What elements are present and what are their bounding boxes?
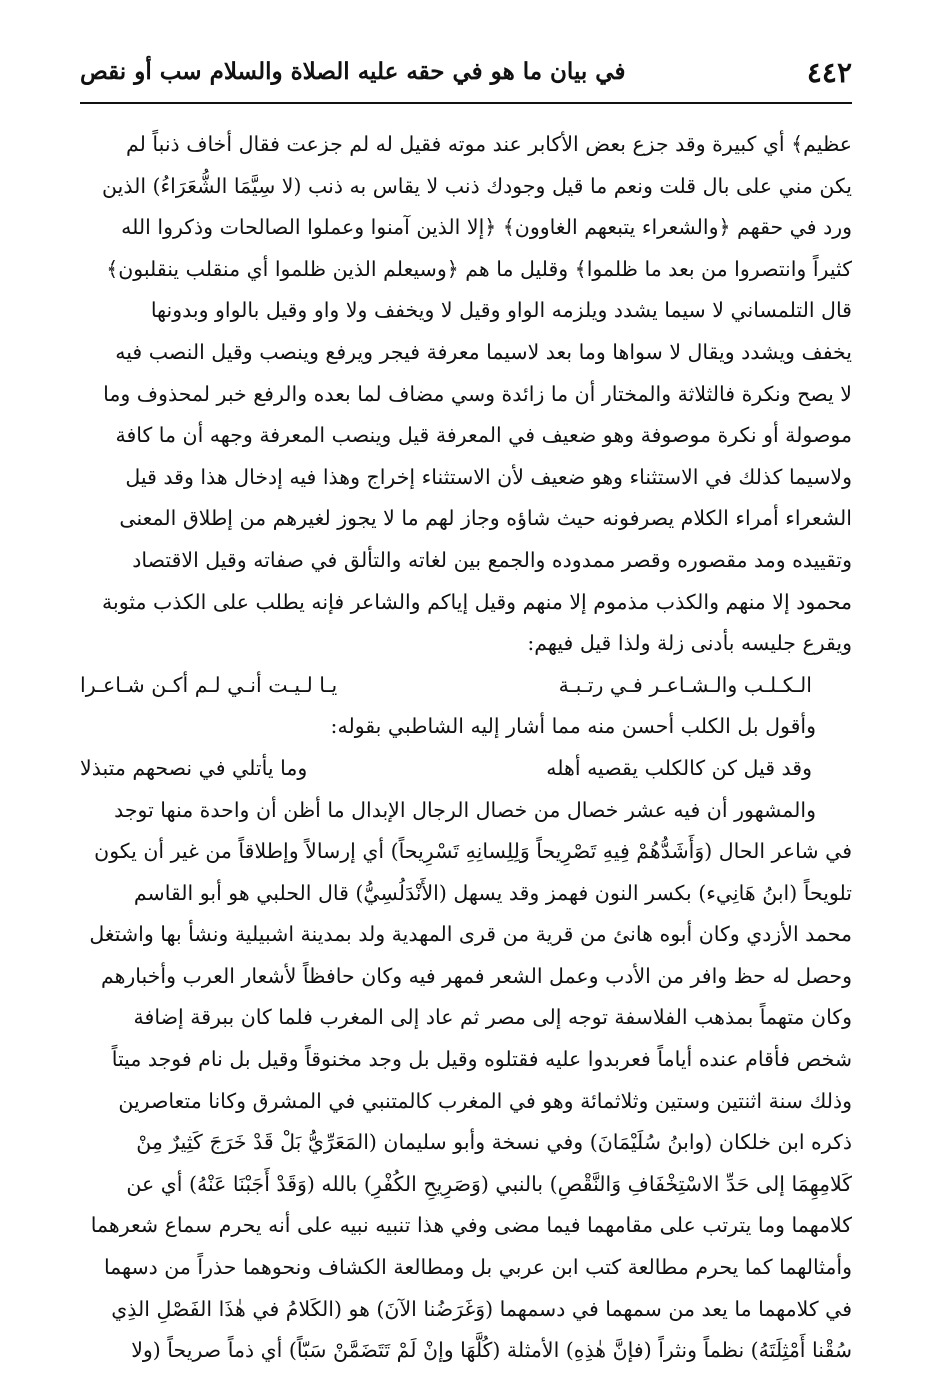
text-line: ولاسيما كذلك في الاستثناء وهو ضعيف لأن الاستثناء إخراج وهذا فيه إدخال هذا وقد قيل (125, 464, 852, 489)
header-divider (80, 102, 852, 104)
text-line: في كلامهما ما يعد من سمهما في دسمهما (وَغَرَضُنا الآنَ) هو (الكَلامُ في هٰذَا الفَصْلِ الذِي (111, 1296, 852, 1321)
verse-line (80, 665, 852, 707)
text-line: كثيراً وانتصروا من بعد ما ظلموا﴾ وقليل ما هم ﴿وسيعلم الذين ظلموا أي منقلب ينقلبون﴾ (106, 256, 852, 281)
text-line: كلامهما وما يترتب على مقامهما فيما مضى وفي هذا تنبيه نبيه على أنه يحرم سماع شعرهما (90, 1213, 852, 1238)
text-line: تلويحاً (ابنُ هَانِيء) بكسر النون فهمز وقد يسهل (الأَنْدَلُسِيُّ) قال الحلبي هو أبو القاسم (133, 880, 852, 905)
text-line: وحصل له حظ وافر من الأدب وعمل الشعر فمهر فيه وكان حافظاً لأشعار العرب وأخبارهم (100, 963, 852, 988)
text-line: يخفف ويشدد ويقال لا سواها وما بعد لاسيما معرفة فيجر ويرفع وينصب وقيل النصب فيه (115, 339, 852, 364)
text-line: محمد الأزدي وكان أبوه هانئ من قرية من قرى المهدية ولد بمدينة اشبيلية ونشأ بها واشتغل (89, 922, 852, 947)
verse-first-hemistich: الـكـلـب والـشـاعـر فـي رتـبـة (558, 672, 812, 697)
text-line: في شاعر الحال (وَأَشَدُّهُمْ فِيهِ تَصْرِيحاً وَلِلِسانِهِ تَسْرِيحاً) أي إرسالاً وإطلاقاً من غير أن يكون (94, 839, 852, 864)
text-line: وذلك سنة اثنتين وستين وثلاثمائة وهو في المغرب كالمتنبي في المشرق وكانا متعاصرين (118, 1088, 852, 1113)
text-line: وأقول بل الكلب أحسن منه مما أشار إليه الشاطبي بقوله: (330, 714, 816, 739)
text-line: شخص فأقام عنده أياماً فعربدوا عليه فقتلوه وقيل بل وجد مخنوقاً وقيل بل نام فوجد ميتاً (111, 1047, 852, 1072)
text-line: الشعراء أمراء الكلام يصرفونه حيث شاؤه وجاز لهم ما لا يجوز لغيرهم من إطلاق المعنى (119, 506, 852, 531)
verse-second-hemistich: يـا لـيـت أنـي لـم أكـن شـاعـرا (80, 672, 338, 697)
text-line: محمود إلا منهم والكذب مذموم إلا منهم وقيل إياكم والشاعر فإنه يطلب على الكذب مثوبة (102, 589, 852, 614)
verse-first-hemistich: وقد قيل كن كالكلب يقصيه أهله (546, 755, 812, 780)
text-line: كَلامِهِمَا إلى حَدِّ الاسْتِخْفَافِ وَالنَّقْصِ) بالنبي (وَصَرِيحِ الكُفْرِ) بالله (وَقَدْ أَجَبْنَا عَنْهُ) أي عن (126, 1171, 852, 1196)
text-line: يكن مني على بال قلت ونعم ما قيل وجودك ذنب لا يقاس به ذنب (لا سِيَّمَا الشُّعَرَاءُ) الذين (102, 173, 852, 198)
text-line: عظيم﴾ أي كبيرة وقد جزع بعض الأكابر عند موته فقيل له لم جزعت فقال أخاف ذنباً لم (126, 132, 852, 156)
body-text (80, 124, 852, 1372)
page-header (80, 50, 852, 100)
verse-line (80, 748, 852, 790)
running-title: في بيان ما هو في حقه عليه الصلاة والسلام سب أو نقص (80, 58, 626, 85)
text-line: قال التلمساني لا سيما يشدد ويلزمه الواو وقيل لا ويخفف ولا واو وقيل بالواو وبدونها (150, 298, 852, 323)
text-line: وأمثالهما كما يحرم مطالعة كتب ابن عربي بل ومطالعة الكشاف ونحوهما حذراً من دسهما (103, 1255, 852, 1280)
text-line: والمشهور أن فيه عشر خصال من خصال الرجال الإبدال ما أظن أن واحدة منها توجد (114, 797, 816, 822)
text-line: لا يصح ونكرة فالثلاثة والمختار أن ما زائدة وسي مضاف لما بعده والرفع خبر لمحذوف وما (103, 381, 852, 406)
text-line: موصولة أو نكرة موصوفة وهو ضعيف في المعرفة قيل وينصب المعرفة وجهه أن ما كافة (115, 423, 852, 448)
text-line: ذكره ابن خلكان (وابنُ سُلَيْمَانَ) وفي نسخة وأبو سليمان (المَعَرِّيُّ بَلْ قَدْ خَرَجَ كَثِيرٌ مِنْ (136, 1130, 852, 1155)
text-line: سُقْنا أَمْثِلَتَهُ) نظماً ونثراً (فإنَّ هٰذِهِ) الأمثلة (كُلَّهَا وإنْ لَمْ تَتَضَمَّنْ سَبّاً) أي ذماً صريحاً (ولا (131, 1338, 852, 1363)
verse-second-hemistich: وما يأتلي في نصحهم متبذلا (80, 755, 308, 780)
text-line: ويقرع جليسه بأدنى زلة ولذا قيل فيهم: (527, 631, 852, 656)
text-line: وتقييده ومد مقصوره وقصر ممدوده والجمع بين لغاته والتألق في صفاته وقيل الاقتصاد (132, 547, 852, 572)
page-number: ٤٤٢ (806, 56, 852, 89)
text-line: ورد في حقهم ﴿والشعراء يتبعهم الغاوون﴾ ﴿إلا الذين آمنوا وعملوا الصالحات وذكروا الله (121, 215, 852, 240)
text-line: وكان متهماً بمذهب الفلاسفة توجه إلى مصر ثم عاد إلى المغرب فلما كان ببرقة إضافة (133, 1005, 852, 1030)
